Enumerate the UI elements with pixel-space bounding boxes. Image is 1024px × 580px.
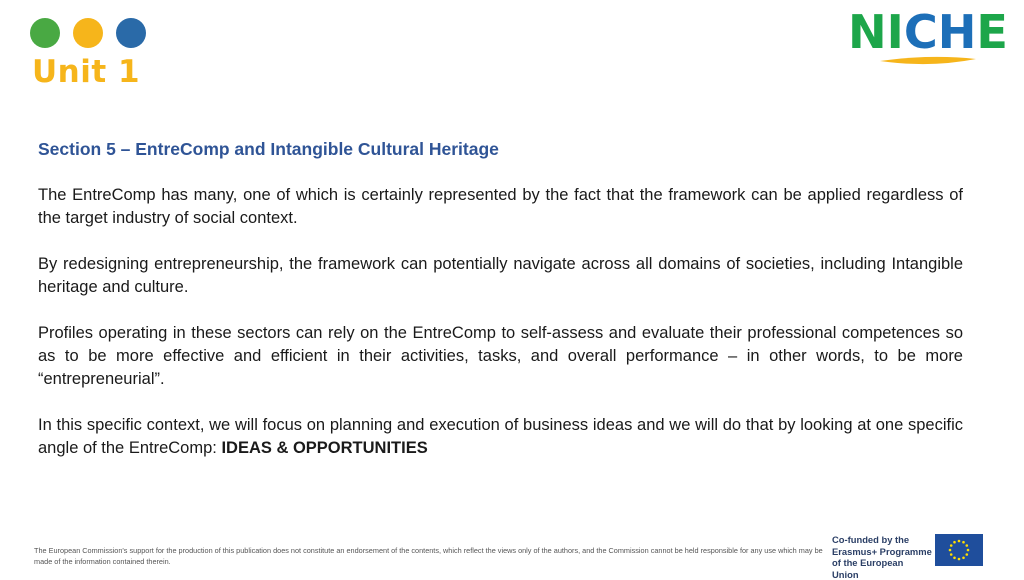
eu-star: [953, 541, 956, 544]
eu-cofunded-text: [832, 534, 932, 580]
eu-star: [962, 556, 965, 559]
eu-line-2: Erasmus+ Programme: [832, 545, 932, 557]
eu-star: [950, 553, 953, 556]
slide-content: [38, 138, 963, 483]
eu-star: [965, 544, 968, 547]
paragraph-2: By redesigning entrepreneurship, the framework can potentially navigate across all domains of societies, including Intangible heritage and culture.: [38, 255, 963, 296]
eu-disclaimer: The European Commission's support for the production of this publication does not constitute an endorsement of the contents, which reflect the views only of the authors, and the Commission cannot be held responsible for any use which may be made of the information contained therein.: [34, 546, 823, 566]
yellow-dot: [73, 18, 103, 48]
paragraph-3: Profiles operating in these sectors can rely on the EntreComp to self-assess and evaluate their professional competences so as to be more effective and efficient in their activities, tasks, and overall performance – in other words, to be more “entrepreneurial”.: [38, 324, 963, 388]
eu-star: [958, 540, 961, 543]
eu-line-1: Co-funded by the: [832, 534, 910, 545]
eu-star: [962, 541, 965, 544]
eu-star: [953, 556, 956, 559]
eu-star: [949, 549, 952, 552]
eu-line-3: of the European Union: [832, 557, 904, 580]
eu-star: [958, 558, 961, 561]
blue-dot: [116, 18, 146, 48]
eu-star: [967, 549, 970, 552]
section-heading: Section 5 – EntreComp and Intangible Cultural Heritage: [38, 139, 499, 159]
eu-star: [965, 553, 968, 556]
eu-star: [950, 544, 953, 547]
green-dot: [30, 18, 60, 48]
paragraph-1: The EntreComp has many, one of which is certainly represented by the fact that the framework can be applied regardless of the target industry of social context.: [38, 186, 963, 227]
svg-text:NICHE: NICHE: [848, 6, 1008, 59]
eu-flag-icon: [935, 534, 983, 566]
unit-title: Unit 1: [32, 54, 141, 90]
ideas-opportunities-emphasis: IDEAS & OPPORTUNITIES: [221, 439, 428, 457]
niche-logo: [846, 6, 1014, 72]
unit-color-dots: [30, 18, 146, 48]
paragraph-4: In this specific context, we will focus on planning and execution of business ideas and we will do that by looking at one specific angle of the EntreComp: IDEAS & OPPORTUNITIES: [38, 416, 963, 457]
